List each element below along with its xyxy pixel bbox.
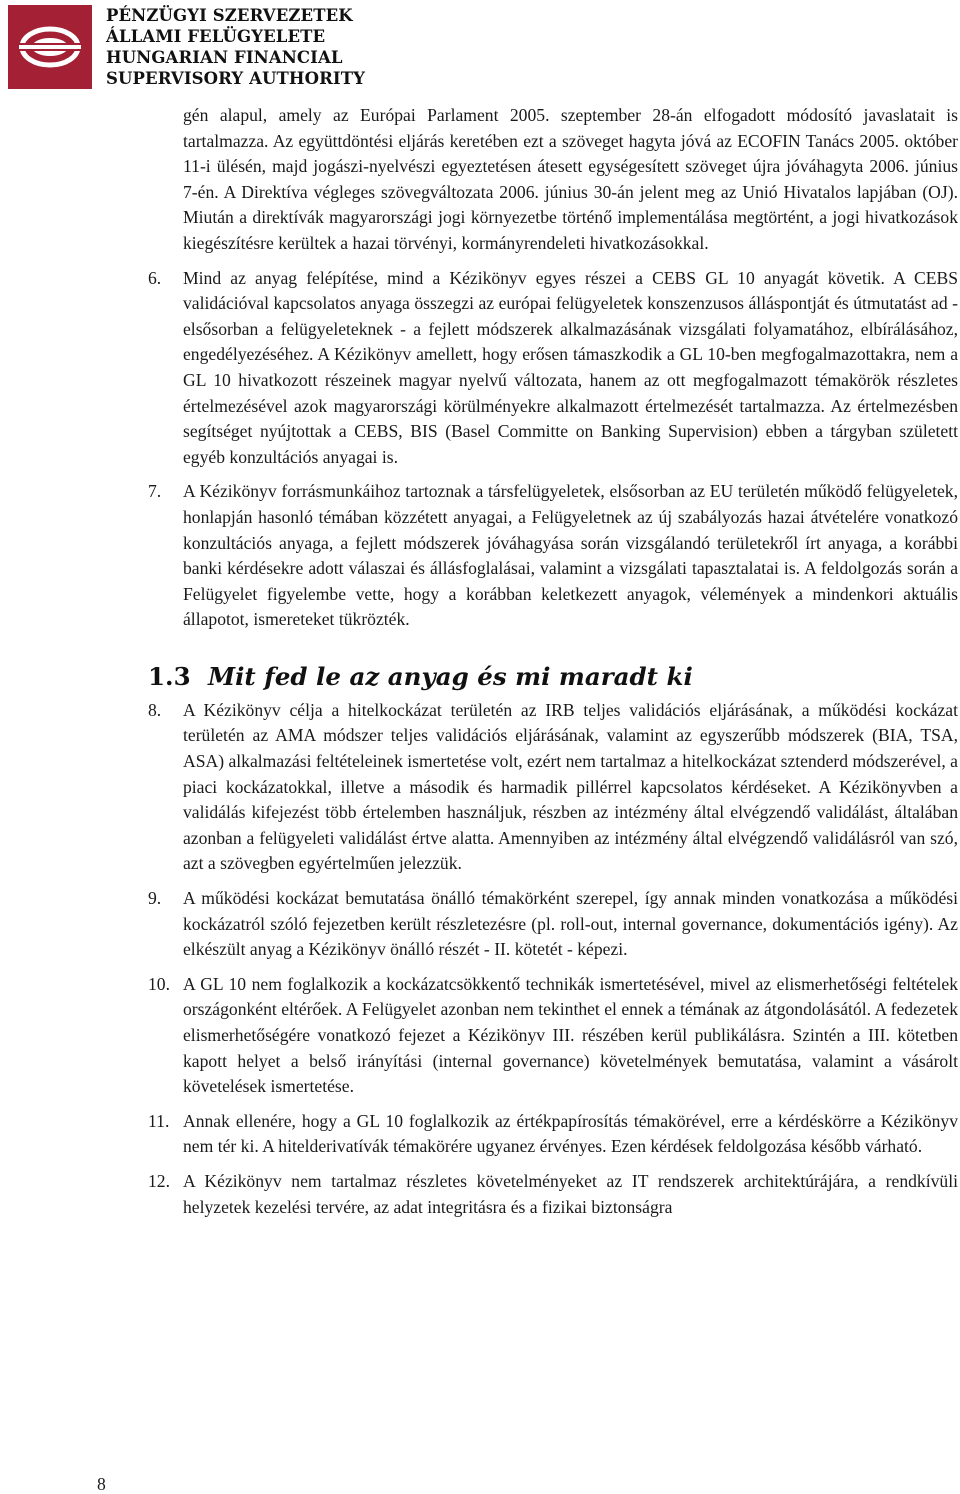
paragraph-number: 11. — [148, 1110, 170, 1131]
intro-paragraph — [148, 103, 958, 257]
paragraph-number: 12. — [148, 1170, 170, 1191]
paragraph-text: Annak ellenére, hogy a GL 10 foglalkozik az értékpapírosítás témakörével, erre a kérdéskörre a Kézikönyv nem tér ki. A hitelderivatívák témakörére ugyanez érvényes. Ezen kérdések feldolgozása később várható. — [183, 1110, 958, 1157]
page-header — [8, 4, 365, 90]
org-name-line: PÉNZÜGYI SZERVEZETEK — [106, 6, 353, 25]
paragraph-number: 6. — [148, 267, 162, 288]
section-heading — [148, 662, 958, 692]
paragraph-text: A Kézikönyv célja a hitelkockázat területén az IRB teljes validációs eljárásának, a működési kockázat területén az AMA módszer teljes validációs eljárásának, valamint az egyszerűbb módszerek (BIA, TSA, ASA) alkalmazási feltételeinek ismertetése volt, ezért nem tartalmaz a hitelkockázat sztenderd módszerével, a piaci kockázatokkal, illetve a második és harmadik pillérrel kapcsolatos kérdéseket. A Kézikönyvben a validálás kifejezést több értelemben használjuk, részben az intézmény által elvégzendő validálást, általában azonban a felügyeleti validálást értve alatta. Amennyiben az intézmény által elvégzendő validálásról van szó, azt a szövegben egyértelműen jelezzük. — [183, 699, 958, 874]
paragraph-text: A működési kockázat bemutatása önálló témakörként szerepel, így annak minden vonatkozása a működési kockázatról szóló fejezetben került részletezésre (pl. roll-out, internal governance, dokumentációs igény). Az elkészült anyag a Kézikönyv önálló részét - II. kötetét - képezi. — [183, 888, 958, 960]
logo-mark — [13, 10, 87, 84]
numbered-paragraph-8 — [148, 698, 958, 877]
numbered-paragraph-12 — [148, 1169, 958, 1220]
paragraph-number: 8. — [148, 699, 162, 720]
numbered-paragraph-7 — [148, 479, 958, 633]
paragraph-text: A GL 10 nem foglalkozik a kockázatcsökkentő technikák ismertetésével, mivel az elismerhetőségi feltételek országonként eltérőek. A Felügyelet azonban nem tekinthet el ennek a témának az átgondolásától. A fedezetek elismerhetőségére vonatkozó fejezet a Kézikönyv III. részében kerül publikálásra. Szintén a III. kötetben kapott helyet a belső irányítási (internal governance) követelmények bemutatása, valamint a vásárolt követelések ismertetése. — [183, 973, 958, 1097]
org-name-line: ÁLLAMI FELÜGYELETE — [106, 27, 326, 46]
paragraph-text: gén alapul, amely az Európai Parlament 2005. szeptember 28-án elfogadott módosító javaslatait is tartalmazza. Az együttdöntési eljárás keretében ezt a szöveget hagyta jóvá az ECOFIN Tanács 2005. október 11-i ülésén, majd jogászi-nyelvészi egyeztetésen átesett egységesített szöveget újra jóváhagyta 2006. június 7-én. A Direktíva végleges szövegváltozata 2006. június 30-án jelent meg az Unió Hivatalos lapjában (OJ). Miután a direktívák magyarországi jogi környezetbe történő implementálása megtörtént, a jogi hivatkozások kiegészítésre kerültek a hazai törvényi, kormányrendeleti hivatkozásokkal. — [183, 105, 958, 253]
section-number: 1.3 — [148, 661, 191, 691]
org-name-line: SUPERVISORY AUTHORITY — [106, 69, 365, 88]
section-title: Mit fed le az anyag és mi maradt ki — [208, 661, 693, 691]
psz-logo-icon — [8, 5, 92, 89]
numbered-paragraph-11 — [148, 1109, 958, 1160]
paragraph-number: 7. — [148, 481, 162, 502]
numbered-paragraph-9 — [148, 886, 958, 963]
organization-name — [106, 5, 365, 89]
paragraph-text: A Kézikönyv forrásmunkáihoz tartoznak a társfelügyeletek, elsősorban az EU területén működő felügyeletek, honlapján hasonló témában közzétett anyagai, a Felügyeletnek az új szabályozás hazai átvételére vonatkozó konzultációs anyaga, a fejlett módszerek jóváhagyása során vizsgálandó területekről írt anyaga, a korábbi banki kérdésekre adott válaszai és állásfoglalásai, valamint a vizsgálati tapasztalatai is. A feldolgozás során a Felügyelet figyelembe vette, hogy a korábban keletkezett anyagok, vélemények a mindenkori aktuális állapotot, ismereteket tükrözték. — [183, 481, 958, 630]
numbered-paragraph-10 — [148, 972, 958, 1100]
paragraph-number: 10. — [148, 973, 170, 994]
paragraph-text: A Kézikönyv nem tartalmaz részletes követelményeket az IT rendszerek architektúrájára, a rendkívüli helyzetek kezelési tervére, az adat integritásra és a fizikai biztonságra — [183, 1170, 958, 1217]
page-number: 8 — [97, 1474, 106, 1494]
paragraph-number: 9. — [148, 888, 162, 909]
numbered-paragraph-6 — [148, 266, 958, 471]
document-body — [148, 103, 958, 1229]
paragraph-text: Mind az anyag felépítése, mind a Kézikönyv egyes részei a CEBS GL 10 anyagát követik. A CEBS validációval kapcsolatos anyaga összegzi az európai felügyeletek konszenzusos álláspontját és útmutatást ad - elsősorban a felügyeleteknek - a fejlett módszerek alkalmazásának vizsgálati folyamatához, elbírálásához, engedélyezéséhez. A Kézikönyv amellett, hogy erősen támaszkodik a GL 10-ben megfogalmazottakra, nem a GL 10 hivatkozott részeinek magyar nyelvű változata, hanem az ott megfogalmazott témakörök részletes értelmezésével azok magyarországi körülményekre alkalmazott értelmezését tartalmazza. Az értelmezésben segítséget nyújtottak a CEBS, BIS (Basel Committe on Banking Supervision) ebben a tárgyban született egyéb konzultációs anyagai is. — [183, 267, 958, 467]
org-name-line: HUNGARIAN FINANCIAL — [106, 48, 343, 67]
